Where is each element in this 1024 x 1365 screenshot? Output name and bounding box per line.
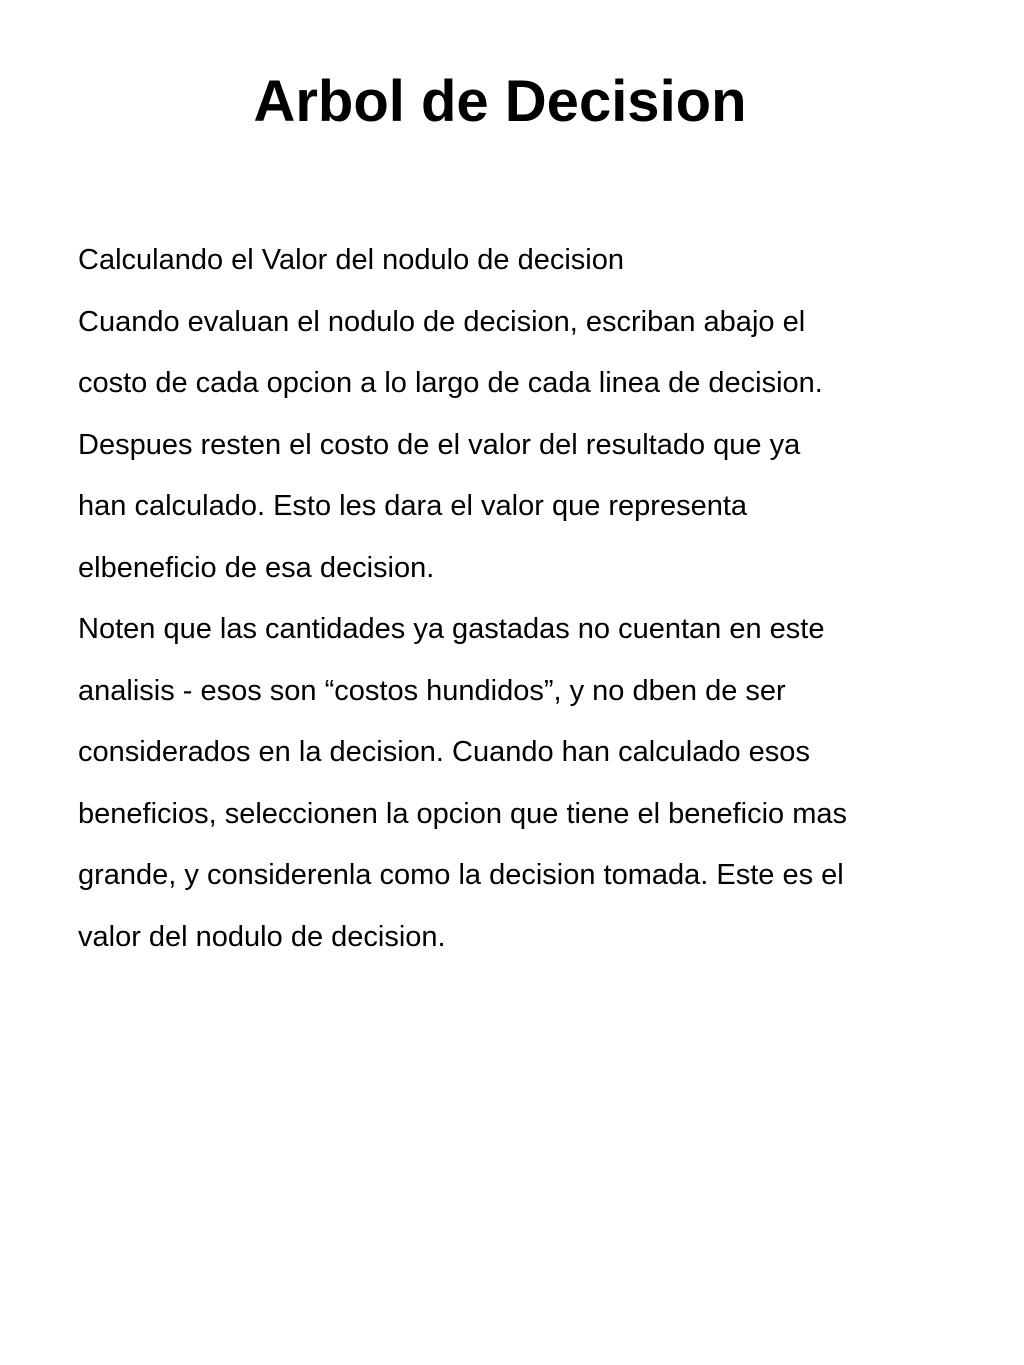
body-line: valor del nodulo de decision.: [78, 920, 446, 953]
body-line: costo de cada opcion a lo largo de cada linea de decision.: [78, 367, 823, 399]
body-line: han calculado. Esto les dara el valor que representa: [78, 490, 748, 522]
body-line: elbeneficio de esa decision.: [78, 551, 435, 584]
body-line: Noten que las cantidades ya gastadas no cuentan en este: [78, 613, 825, 645]
body-line: grande, y considerenla como la decision tomada. Este es el: [78, 859, 844, 891]
slide-title: Arbol de Decision: [253, 69, 747, 134]
body-line: analisis - esos son “costos hundidos”, y no dben de ser: [78, 674, 786, 707]
body-line: Cuando evaluan el nodulo de decision, escriban abajo el: [78, 305, 806, 338]
slide-body: [78, 230, 978, 968]
body-line: considerados en la decision. Cuando han calculado esos: [78, 736, 810, 768]
body-line: Despues resten el costo de el valor del resultado que ya: [78, 428, 801, 461]
body-line: Calculando el Valor del nodulo de decision: [78, 244, 625, 276]
body-line: beneficios, seleccionen la opcion que tiene el beneficio mas: [78, 797, 847, 830]
